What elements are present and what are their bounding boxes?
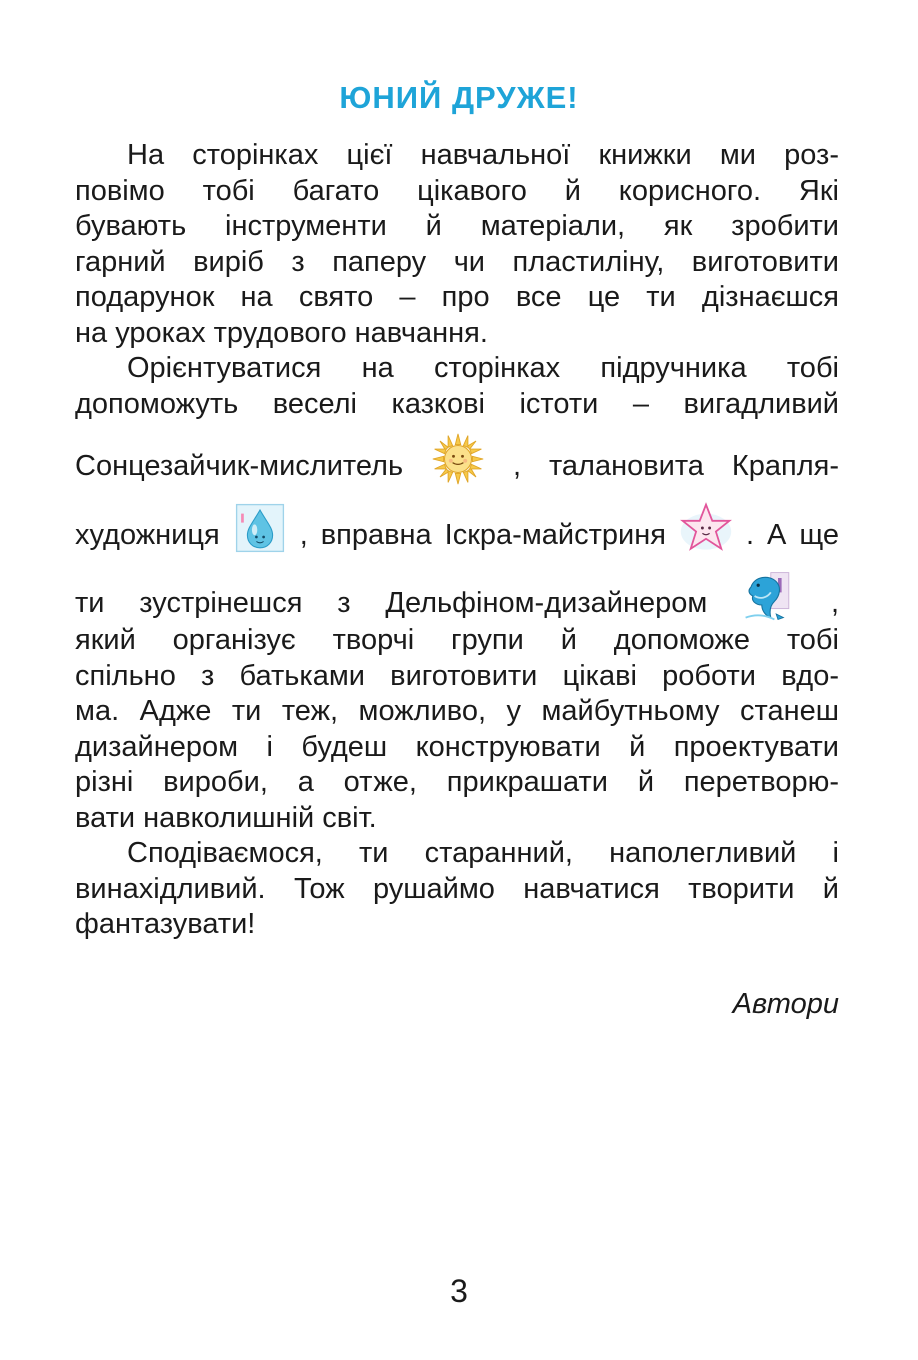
sun-icon [431, 432, 485, 486]
text-line-with-sun [75, 436, 839, 497]
text-line: Орієнтуватися на сторінках підручника тобі [127, 352, 839, 384]
page-number: 3 [450, 1273, 468, 1309]
text-line-with-icons [75, 505, 839, 566]
dolphin-icon [742, 569, 796, 623]
text-line: Сподіваємося, ти старанний, наполегливий і [127, 837, 839, 869]
text-line: спільно з батьками виготовити цікаві роботи вдо- [75, 659, 839, 692]
body-text [75, 138, 839, 943]
text-line: повімо тобі багато цікавого й корисного. Які [75, 174, 839, 207]
author-signature: Автори [732, 988, 839, 1020]
text-line: дизайнером і будеш конструювати й проектувати [75, 730, 839, 763]
text-line: На сторінках цієї навчальної книжки ми роз- [127, 139, 839, 171]
text-segment: Сонцезайчик-мислитель [75, 450, 404, 482]
water-drop-icon [233, 501, 287, 555]
text-segment: . А ще [745, 519, 839, 551]
text-line: фантазувати! [75, 908, 256, 940]
text-line: вати навколишній світ. [75, 801, 377, 834]
page-title: ЮНИЙ ДРУЖЕ! [339, 80, 579, 115]
star-icon [679, 501, 733, 555]
text-segment: художниця [75, 519, 220, 551]
text-line: на уроках трудового навчання. [75, 316, 488, 349]
text-line: ма. Адже ти теж, можливо, у майбутньому станеш [75, 695, 839, 727]
text-line: різні вироби, а отже, прикрашати й перетворю- [75, 766, 839, 798]
text-line: подарунок на свято – про все це ти дізнаєшся [75, 281, 839, 313]
text-segment: , вправна Іскра-майстриня [299, 519, 666, 551]
text-line: винахідливий. Тож рушаймо навчатися творити й [75, 872, 839, 905]
text-segment: ти зустрінешся з Дельфіном-дизайнером [75, 587, 708, 619]
text-line: бувають інструменти й матеріали, як зробити [75, 210, 839, 242]
text-line: який організує творчі групи й допоможе тобі [75, 624, 839, 656]
text-segment: , [830, 587, 840, 619]
text-segment: , талановита Крапля- [512, 450, 840, 482]
text-line: допоможуть веселі казкові істоти – вигадливий [75, 387, 839, 420]
text-line: гарний виріб з паперу чи пластиліну, виготовити [75, 245, 839, 278]
